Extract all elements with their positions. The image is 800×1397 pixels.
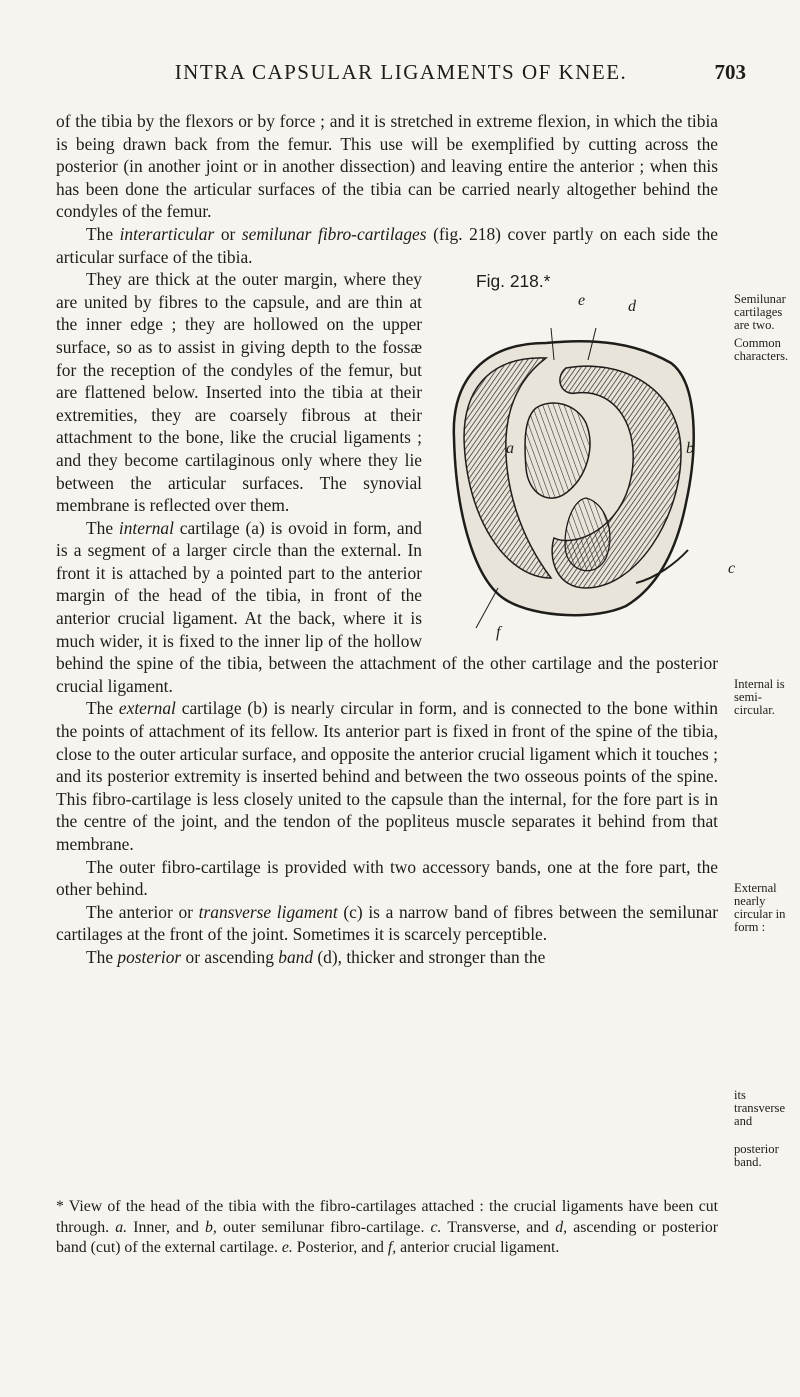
paragraph-posterior-band: The posterior or ascending band (d), thicker and stronger than the (86, 946, 546, 967)
side-note-semilunar: Semilunar cartilages are two. (734, 292, 786, 332)
side-note-posterior: posterior band. (734, 1142, 779, 1169)
figure-letter-d: d (628, 298, 636, 316)
paragraph-1: of the tibia by the flexors or by force ; and it is stretched in extreme flexion, in which the tibia is being drawn back from the femur. This use will be exemplified by cutting across the posterior (in another joint or in another dissection) and leaving entire the anterior ; when this has been done the articular surfaces of the tibia can be carried nearly altogether behind the condyles of the femur. (56, 111, 718, 222)
figure-letter-c: c (728, 560, 736, 578)
term-band: band (278, 946, 314, 967)
paragraph-accessory-bands: The outer fibro-cartilage is provided with two accessory bands, one at the fore part, the other behind. (56, 856, 718, 900)
paragraph-semilunar-cartilages: The interarticular or semilunar fibro-cartilages (fig. 218) cover partly on each side the articular surface of the tibia. (56, 223, 718, 267)
side-note-common: Common characters. (734, 336, 789, 363)
term-semilunar-fibro-cartilages: semilunar fibro-cartilages (241, 223, 427, 244)
paragraph-common-characters: Fig. 218.* e d a b c f They are thick at the outer margin, where they are united by fibres to the capsule, and are thin at the inner edge ; they are hollowed on the upper surface, so as to assist in giving depth to the fossæ for the reception of the condyles of the femur, but are flattened below. Inserted into the tibia at their extremities, they are coarsely fibrous at their attachment to the bone, like the crucial ligaments ; and they become cartilaginous only where they lie between the articular surfaces. The synovial membrane is reflected over them. (56, 268, 718, 517)
figure-letter-b: b (686, 440, 694, 458)
term-internal: internal (118, 517, 174, 538)
figure-letter-a: a (506, 440, 514, 458)
figure-letter-e: e (578, 292, 586, 310)
term-transverse-ligament: transverse ligament (198, 901, 338, 922)
paragraph-external-cartilage: The external cartilage (b) is nearly circular in form, and is connected to the bone within the points of attachment of its fellow. Its anterior part is fixed in front of the spine of the tibia, close to the outer articular surface, and opposite the anterior crucial ligament which it touches ; and its posterior extremity is inserted behind and between the two osseous points of the spine. This fibro-cartilage is less closely united to the capsule than the internal, for the fore part is in the centre of the joint, and the tendon of the popliteus muscle separates it behind from that membrane. (56, 698, 718, 854)
side-note-external: External nearly circular in form : (734, 881, 786, 934)
paragraph-transverse-ligament: The anterior or transverse ligament (c) is a narrow band of fibres between the semilunar cartilages at the front of the joint. Sometimes it is scarcely perceptible. (56, 901, 719, 945)
figure-label: Fig. 218.* (476, 271, 551, 292)
figure-218 (436, 270, 736, 645)
footnote: * View of the head of the tibia with the fibro-cartilages attached : the crucial ligaments have been cut through. a. Inner, and b, outer semilunar fibro-cartilage. c. Transverse, and d, ascending or posterior band (cut) of the external cartilage. e. Posterior, and f, anterior crucial ligament. (56, 1198, 718, 1256)
term-posterior: posterior (117, 946, 182, 967)
running-title: INTRA CAPSULAR LIGAMENTS OF KNEE. (174, 60, 628, 84)
figure-letter-f: f (496, 624, 501, 642)
page-number: 703 (714, 60, 746, 84)
paragraph-internal-cartilage: The internal cartilage (a) is ovoid in form, and is a segment of a larger circle than the external. In front it is attached by a pointed part to the anterior margin of the head of the tibia, in front of the anterior crucial ligament. At the back, where it is much wider, it is fixed to the inner lip of the hollow behind the spine of the tibia, between the attachment of the other cartilage and the posterior crucial ligament. (56, 517, 718, 696)
running-header (56, 60, 746, 92)
side-note-transverse: its transverse and (734, 1088, 786, 1128)
term-interarticular: interarticular (119, 223, 215, 244)
body-text (56, 110, 736, 969)
tibia-head-illustration (436, 288, 706, 638)
side-note-internal: Internal is semi-circular. (734, 677, 785, 717)
term-external: external (118, 698, 176, 719)
